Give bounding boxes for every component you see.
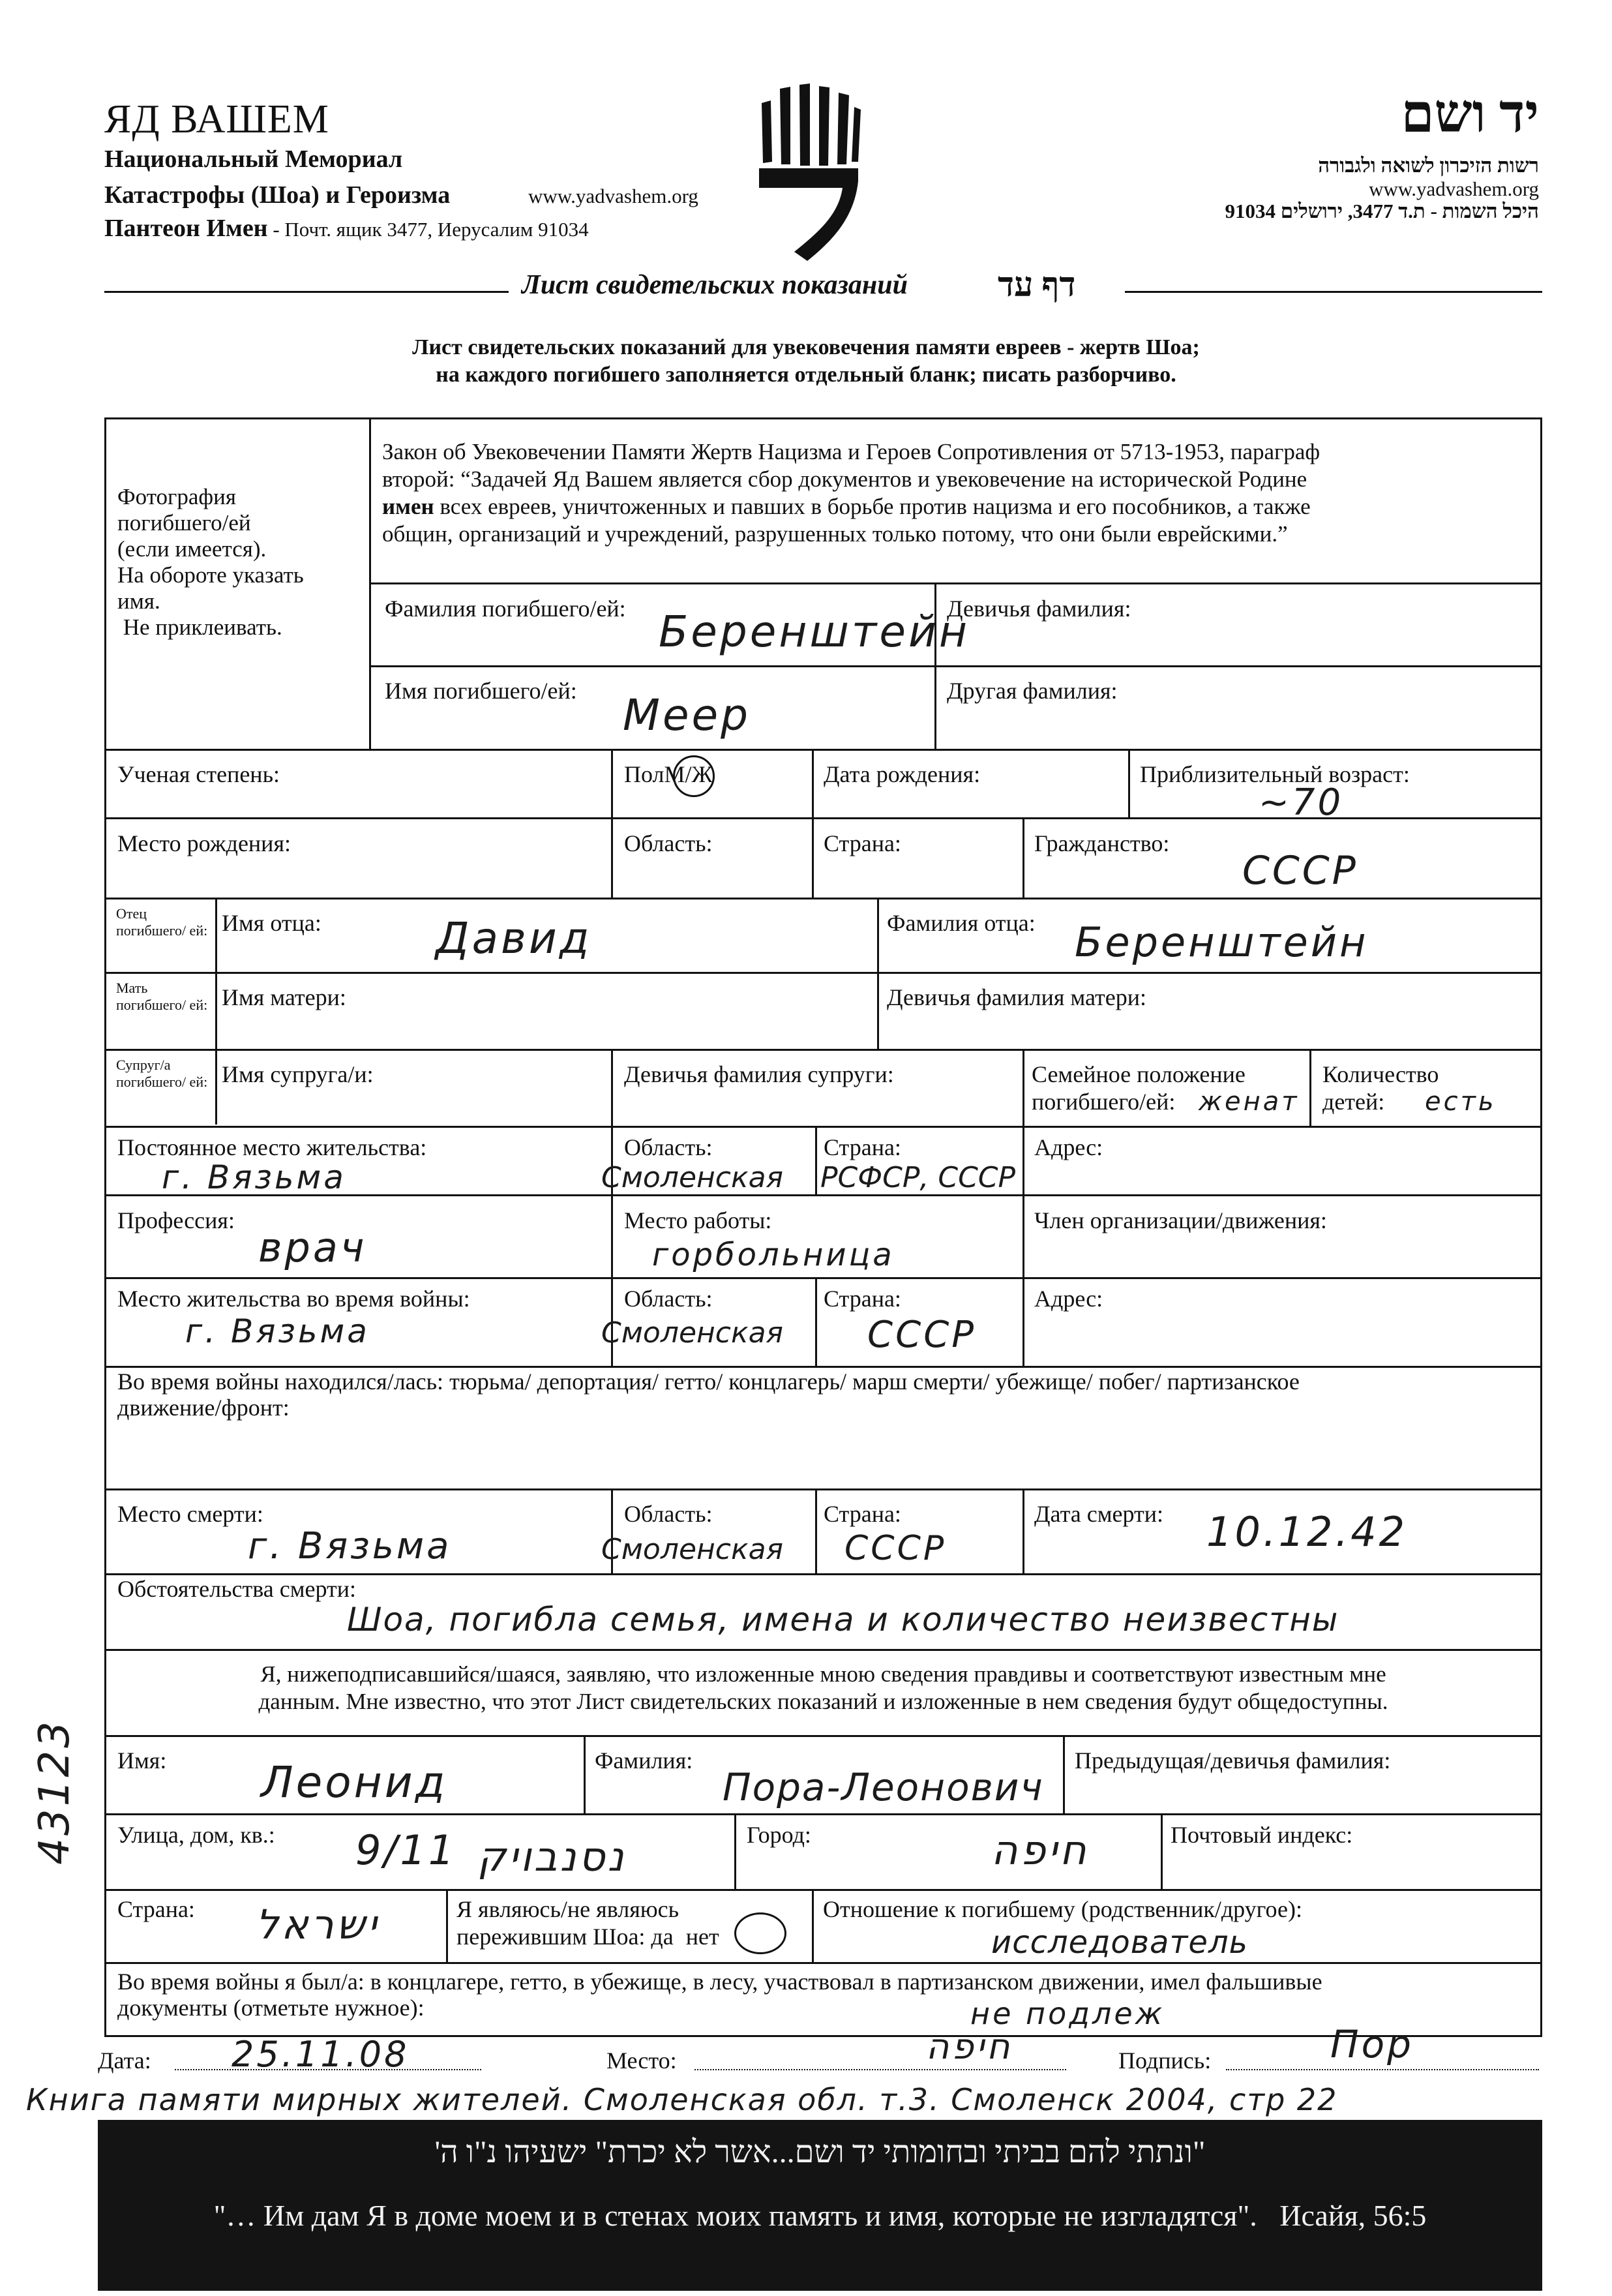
survivor-no-circle	[734, 1912, 786, 1954]
photo-box-line: имя.	[117, 588, 160, 614]
postal-address: - Почт. ящик 3477, Иерусалим 91034	[267, 218, 589, 241]
wartime-me-line2: документы (отметьте нужное):	[117, 1995, 425, 2021]
war-status-line2: движение/фронт:	[117, 1395, 290, 1421]
father-surname-value[interactable]: Беренштейн	[1075, 918, 1369, 966]
margin-record-number: 43123	[31, 1719, 79, 1865]
war-region-value[interactable]: Смоленская	[601, 1316, 783, 1350]
death-region-label: Область:	[624, 1501, 713, 1527]
father-name-value[interactable]: Давид	[436, 913, 592, 963]
quote-hebrew: "ונתתי להם בביתי ובחומותי יד ושם...אשר לא יכרת" ישעיהו נ"ו ה'	[434, 2135, 1206, 2169]
residence-address-label: Адрес:	[1034, 1134, 1103, 1160]
birth-place-label: Место рождения:	[117, 830, 291, 856]
law-text-names: имен	[382, 494, 434, 519]
survivor-line1: Я являюсь/не являюсь	[456, 1896, 679, 1922]
approx-age-value[interactable]: ~70	[1259, 781, 1344, 824]
membership-label: Член организации/движения:	[1034, 1207, 1327, 1233]
law-text-line: второй: “Задачей Яд Вашем является сбор документов и увековечение на исторической Родине	[382, 466, 1307, 492]
surname-label: Фамилия погибшего/ей:	[385, 596, 626, 622]
mother-side-label: Мать погибшего/ ей:	[116, 980, 208, 1013]
death-circumstances-value[interactable]: Шоа, погибла семья, имена и количество неизвестны	[347, 1601, 1339, 1639]
children-count-line1: Количество	[1322, 1061, 1439, 1087]
spouse-maiden-label: Девичья фамилия супруги:	[624, 1061, 894, 1087]
yad-vashem-logo	[756, 83, 861, 261]
war-status-label	[117, 1368, 1300, 1421]
death-country-label: Страна:	[824, 1501, 901, 1527]
war-place-value[interactable]: г. Вязьма	[185, 1312, 370, 1350]
war-residence-label: Место жительства во время войны:	[117, 1286, 470, 1312]
photo-box-line: На обороте указать	[117, 562, 304, 588]
sex-separator: /	[685, 761, 692, 787]
death-circumstances-label: Обстоятельства смерти:	[117, 1576, 356, 1602]
instructions-line1: Лист свидетельских показаний для увековечения памяти евреев - жертв Шоа;	[412, 335, 1200, 359]
declaration-text	[104, 1661, 1542, 1715]
zip-label: Почтовый индекс:	[1171, 1822, 1353, 1848]
birth-country-label: Страна:	[824, 830, 901, 856]
father-name-label: Имя отца:	[222, 910, 321, 936]
photo-box-line: Фотография	[117, 484, 236, 509]
marital-status-line1: Семейное положение	[1032, 1061, 1246, 1087]
war-address-label: Адрес:	[1034, 1286, 1103, 1312]
citizenship-value[interactable]: СССР	[1242, 848, 1358, 894]
photo-box-text	[117, 484, 304, 641]
marital-status-line2: погибшего/ей:	[1032, 1089, 1176, 1115]
death-date-value[interactable]: 10.12.42	[1206, 1508, 1408, 1556]
surname-value[interactable]: Беренштейн	[659, 607, 970, 657]
survivor-yes[interactable]: пережившим Шоа: да	[456, 1924, 674, 1950]
profession-value[interactable]: врач	[258, 1224, 367, 1271]
profession-label: Профессия:	[117, 1207, 235, 1233]
submitter-name-value[interactable]: Леонид	[261, 1757, 448, 1807]
law-text-line3-rest: всех евреев, уничтоженных и павших в борьбе против нацизма и его пособников, а также	[434, 494, 1311, 519]
declaration-line1: Я, нижеподписавшийся/шаяся, заявляю, что изложенные мною сведения правдивы и соответствуют известным мне	[260, 1661, 1386, 1687]
signature-value[interactable]: Пор	[1330, 2022, 1414, 2066]
street-number-value[interactable]: 9/11	[355, 1826, 457, 1874]
maiden-name-label: Девичья фамилия:	[947, 596, 1131, 622]
quote-russian: "… Им дам Я в доме моем и в стенах моих память и имя, которые не изгладятся". Исайя, 56:5	[213, 2199, 1427, 2232]
father-side-label: Отец погибшего/ ей:	[116, 905, 208, 939]
sex-male[interactable]: М	[664, 761, 685, 787]
ru-header-line3	[104, 214, 589, 243]
yad-vashem-ru-title: ЯД ВАШЕМ	[104, 97, 329, 142]
law-text-line: Закон об Увековечении Памяти Жертв Нацизма и Героев Сопротивления от 5713-1953, параграф	[382, 439, 1321, 464]
children-count-line2: детей:	[1322, 1089, 1385, 1115]
date-value[interactable]: 25.11.08	[231, 2034, 410, 2075]
residence-country-value[interactable]: РСФСР, СССР	[820, 1161, 1016, 1194]
approx-age-label: Приблизительный возраст:	[1140, 761, 1410, 787]
residence-country-label: Страна:	[824, 1134, 901, 1160]
submitter-prev-surname-label: Предыдущая/девичья фамилия:	[1075, 1747, 1391, 1774]
citizenship-label: Гражданство:	[1034, 830, 1170, 856]
residence-place-value[interactable]: г. Вязьма	[162, 1158, 346, 1196]
photo-box-line: (если имеется).	[117, 536, 267, 562]
declaration-line2: данным. Мне известно, что этот Лист свидетельских показаний и изложенные в нем сведения будут общедоступны.	[258, 1689, 1388, 1714]
city-value[interactable]: חיפה	[991, 1826, 1089, 1874]
residence-label: Постоянное место жительства:	[117, 1134, 427, 1160]
submitter-surname-value[interactable]: Пора-Леонович	[723, 1765, 1044, 1809]
war-region-label: Область:	[624, 1286, 713, 1312]
children-count-label	[1322, 1061, 1439, 1115]
mother-name-label: Имя матери:	[222, 984, 346, 1010]
law-text-line: общин, организаций и учреждений, разрушенных только потому, что они были еврейскими.”	[382, 521, 1288, 547]
war-country-value[interactable]: СССР	[867, 1314, 977, 1356]
spouse-name-label: Имя супруга/и:	[222, 1061, 374, 1087]
city-label: Город:	[747, 1822, 811, 1848]
residence-region-value[interactable]: Смоленская	[601, 1161, 783, 1194]
law-text-line	[382, 493, 1320, 521]
he-header-line1: רשות הזיכרון לשואה ולגבורה	[1318, 154, 1539, 177]
sheet-title-ru: Лист свидетельских показаний	[522, 270, 908, 300]
marital-status-value[interactable]: женат	[1199, 1087, 1300, 1117]
degree-label: Ученая степень:	[117, 761, 280, 787]
war-status-line1: Во время войны находился/лась: тюрьма/ депортация/ гетто/ концлагерь/ марш смерти/ убежище/ побег/ партизанское	[117, 1368, 1300, 1395]
residence-region-label: Область:	[624, 1134, 713, 1160]
source-note: Книга памяти мирных жителей. Смоленская обл. т.3. Смоленск 2004, стр 22	[26, 2082, 1338, 2117]
survivor-label	[456, 1896, 719, 1950]
submitter-surname-label: Фамилия:	[595, 1747, 693, 1774]
sheet-title-he: דף עד	[998, 267, 1076, 304]
other-surname-label: Другая фамилия:	[947, 678, 1118, 704]
survivor-no[interactable]: нет	[685, 1924, 719, 1950]
title-rule-left	[104, 291, 509, 293]
isaiah-quote-banner	[98, 2120, 1542, 2291]
submitter-country-value[interactable]: ישראל	[256, 1901, 380, 1948]
mother-maiden-label: Девичья фамилия матери:	[887, 984, 1147, 1010]
photo-box-line: Не приклеивать.	[117, 614, 282, 640]
wartime-me-value[interactable]: не подлеж	[970, 1996, 1165, 2031]
first-name-value[interactable]: Меер	[623, 690, 751, 740]
he-header-line3: היכל השמות - ת.ד 3477, ירושלים 91034	[1225, 200, 1539, 222]
submitter-country-label: Страна:	[117, 1896, 195, 1922]
death-place-value[interactable]: г. Вязьма	[248, 1525, 452, 1567]
sex-male-circle	[673, 755, 715, 797]
signature-underline	[1226, 2069, 1539, 2072]
photo-box-line: погибшего/ей	[117, 510, 251, 536]
relation-value[interactable]: исследователь	[991, 1924, 1248, 1961]
pantheon-label: Пантеон Имен	[104, 215, 268, 242]
birth-region-label: Область:	[624, 830, 713, 856]
death-place-label: Место смерти:	[117, 1501, 263, 1527]
submitter-name-label: Имя:	[117, 1747, 167, 1774]
street-label: Улица, дом, кв.:	[117, 1822, 275, 1848]
first-name-label: Имя погибшего/ей:	[385, 678, 577, 704]
relation-label: Отношение к погибшему (родственник/другое):	[823, 1896, 1302, 1922]
survivor-line2	[456, 1923, 719, 1950]
signature-label: Подпись:	[1118, 2047, 1212, 2074]
death-country-value[interactable]: СССР	[844, 1529, 947, 1568]
he-header-url: www.yadvashem.org	[1369, 177, 1539, 200]
sex-female[interactable]: Ж	[691, 761, 713, 787]
birth-date-label: Дата рождения:	[824, 761, 981, 787]
spouse-side-label: Супруг/а погибшего/ ей:	[116, 1057, 208, 1090]
yad-vashem-he-title: יד ושם	[1401, 84, 1539, 144]
war-country-label: Страна:	[824, 1286, 901, 1312]
death-date-label: Дата смерти:	[1034, 1501, 1164, 1527]
place-underline	[694, 2069, 1066, 2072]
street-name-value[interactable]: נסנבויק	[477, 1833, 627, 1881]
place-label: Место:	[606, 2047, 677, 2074]
place-value[interactable]: חיפה	[926, 2026, 1013, 2067]
workplace-value[interactable]: горбольница	[652, 1237, 895, 1273]
death-region-value[interactable]: Смоленская	[601, 1533, 783, 1566]
title-rule-right	[1125, 291, 1542, 293]
children-count-value[interactable]: есть	[1425, 1087, 1497, 1117]
workplace-label: Место работы:	[624, 1207, 772, 1233]
ru-header-line1: Национальный Мемориал	[104, 145, 403, 173]
date-label: Дата:	[98, 2047, 151, 2074]
instructions-line2: на каждого погибшего заполняется отдельный бланк; писать разборчиво.	[436, 363, 1176, 387]
ru-header-line2: Катастрофы (Шоа) и Героизма	[104, 181, 451, 209]
law-text	[382, 438, 1320, 548]
father-surname-label: Фамилия отца:	[887, 910, 1036, 936]
ru-header-url: www.yadvashem.org	[528, 185, 698, 207]
wartime-me-line1: Во время войны я был/а: в концлагере, гетто, в убежище, в лесу, участвовал в партизанском движении, имел фальшивые	[117, 1969, 1322, 1995]
sex-label: Пол	[624, 761, 664, 787]
